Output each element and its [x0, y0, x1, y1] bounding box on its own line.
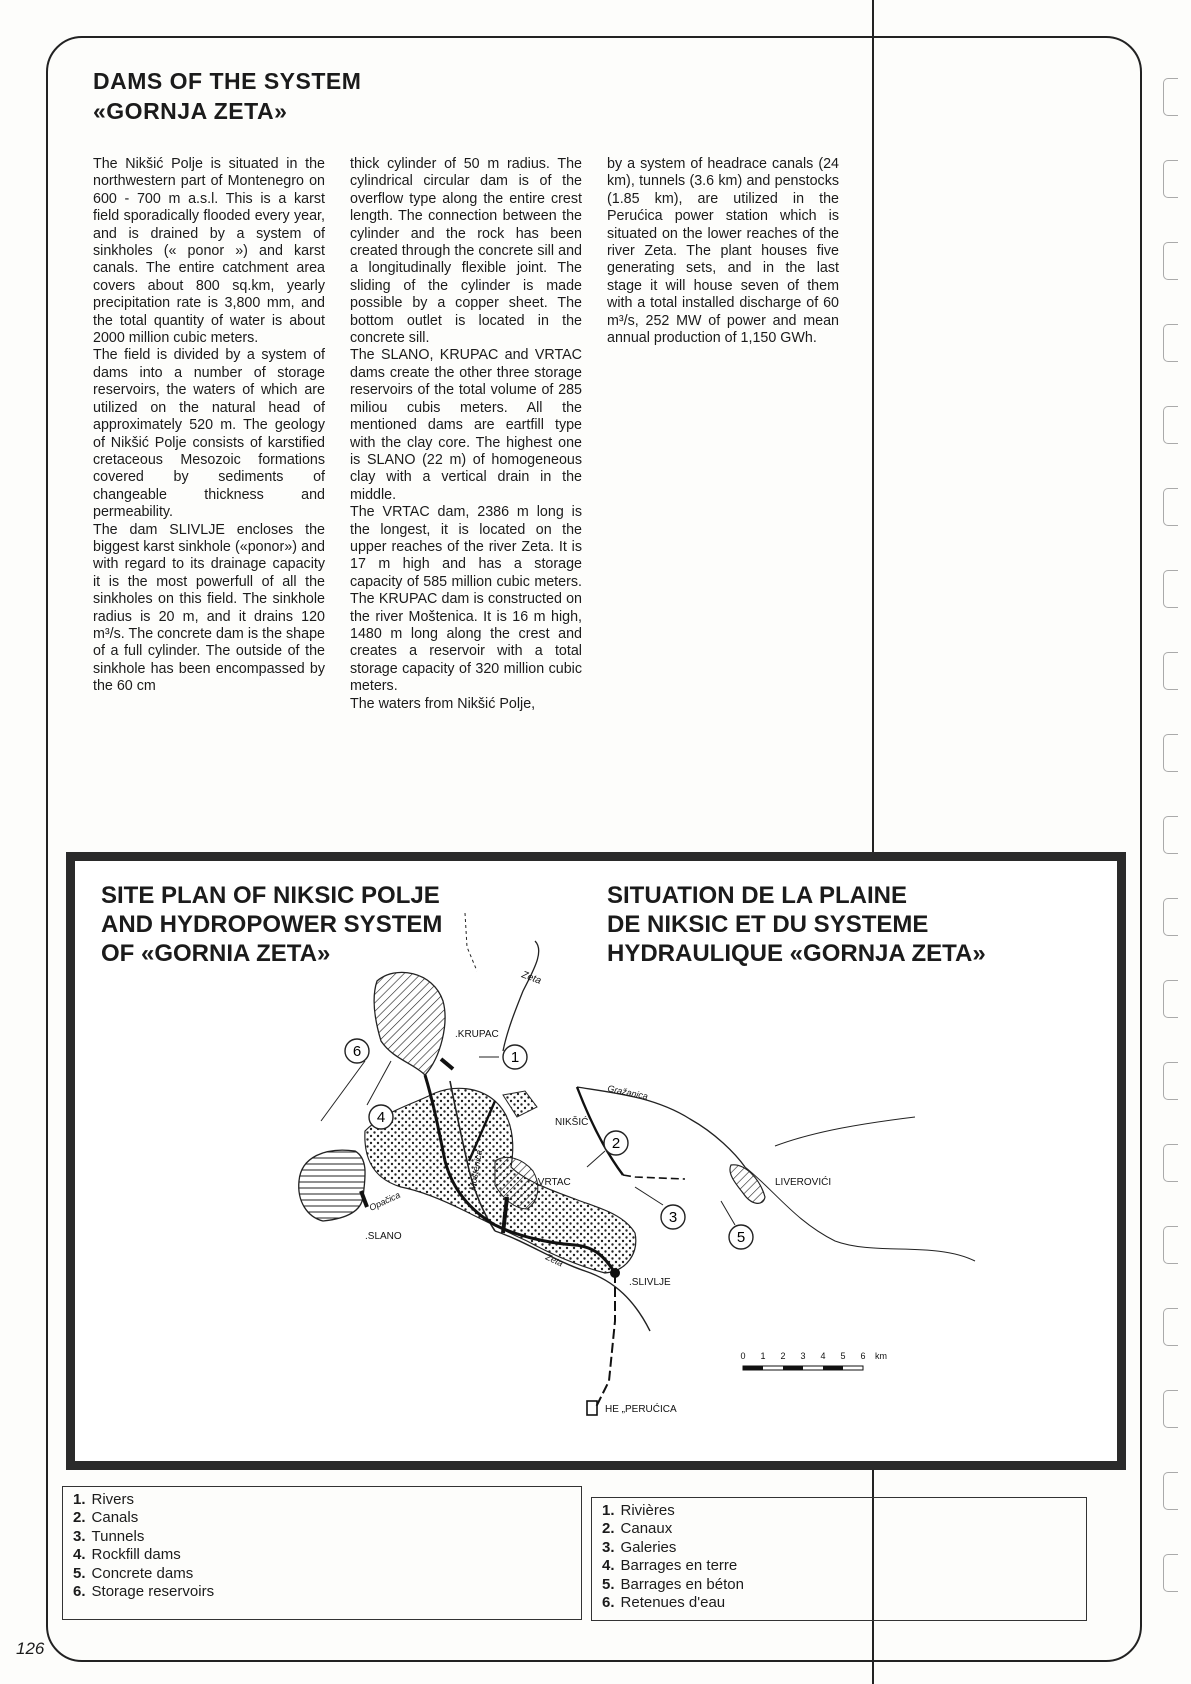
column-1-paragraph-1: The Nikšić Polje is situated in the northwestern part of Montenegro on 600 - 700 m a.s.l. This is a karst field sporadically flooded every year, and is drained by a system of sinkholes (« ponor ») and karst canals. The entire catchment area covers about 800 sq.km, yearly precipitation rate is 3,800 mm, and the total quantity of water is about 2000 million cubic meters. — [93, 156, 325, 347]
legend-en-item — [73, 1546, 573, 1564]
svg-text:4: 4 — [376, 1109, 386, 1126]
legend-fr-item — [602, 1576, 1078, 1594]
text-column-3 — [607, 156, 839, 347]
page-title — [93, 66, 361, 126]
legend-text: Rivières — [620, 1502, 675, 1519]
legend-text: Galeries — [620, 1538, 677, 1556]
column-2-paragraph-2: The SLANO, KRUPAC and VRTAC dams create the other three storage reservoirs of the total volume of 285 miliou cubis meters. All the mentioned dams are eartfill type with the clay core. The highest one is SLANO (22 m) of homogeneous clay with a vertical drain in the middle. — [350, 347, 582, 503]
svg-text:6: 6 — [352, 1043, 362, 1060]
legend-number: 3. — [73, 1527, 86, 1545]
river-upper — [465, 913, 477, 971]
legend-en-item — [73, 1583, 573, 1601]
legend-number: 1. — [602, 1502, 615, 1519]
legend-en-item — [73, 1528, 573, 1546]
column-2-paragraph-3: The VRTAC dam, 2386 m long is the longest, it is located on the upper reaches of the river Zeta. It is 17 m high and has a storage capacity of 585 million cubic meters. The KRUPAC dam is constructed on the river Moštenica. It is 16 m high, 1480 m long along the crest and creates a reservoir with a total storage capacity of 320 million cubic meters. — [350, 504, 582, 695]
legend-number: 2. — [73, 1509, 86, 1527]
legend-text: Rivers — [91, 1491, 135, 1508]
legend-fr-item — [602, 1502, 1078, 1520]
legend-french — [591, 1497, 1087, 1621]
legend-text: Barrages en béton — [620, 1575, 744, 1593]
legend-fr-item — [602, 1520, 1078, 1538]
svg-text:2: 2 — [611, 1135, 621, 1152]
svg-text:1: 1 — [760, 1351, 766, 1361]
map-title-en: SITE PLAN OF NIKSIC POLJE AND HYDROPOWER SYSTEM OF «GORNIA ZETA» — [101, 882, 443, 967]
dam-slivlje — [610, 1268, 620, 1278]
label-opacica: Opačica — [367, 1189, 402, 1213]
svg-text:5: 5 — [736, 1229, 746, 1246]
river-grazanica — [577, 1087, 745, 1167]
svg-text:6: 6 — [860, 1351, 866, 1361]
label-niksic: NIKŠIĆ — [555, 1117, 589, 1128]
legend-text: Storage reservoirs — [91, 1583, 215, 1601]
legend-text: Canaux — [620, 1520, 673, 1538]
legend-text: Rockfill dams — [91, 1546, 181, 1564]
label-liverovici: LIVEROVIĆI — [775, 1177, 832, 1188]
river-zeta-north — [503, 941, 539, 1051]
column-3-paragraph-1: by a system of headrace canals (24 km), tunnels (3.6 km) and penstocks (1.85 km), are utilized in the Perućica power station which is situated on the lower reaches of the river Zeta. The plant houses five generating sets, and in the last stage it will house seven of them with a total installed discharge of 60 m³/s, 252 MW of power and mean annual production of 1,150 GWh. — [607, 156, 839, 347]
column-2-paragraph-4: The waters from Nikšić Polje, — [350, 695, 536, 712]
legend-number: 5. — [602, 1575, 615, 1593]
marker-4-circle — [369, 1105, 393, 1129]
marker-2-circle — [604, 1131, 628, 1155]
tunnel-to-peručica — [595, 1273, 615, 1409]
legend-number: 2. — [602, 1520, 615, 1538]
legend-number: 6. — [602, 1594, 615, 1612]
scale-bar — [740, 1351, 887, 1370]
label-perucica: HE „PERUĆICA — [605, 1404, 677, 1415]
svg-text:1: 1 — [510, 1049, 520, 1066]
text-column-2 — [350, 156, 582, 713]
legend-english — [62, 1486, 582, 1620]
plant-peručica — [587, 1401, 597, 1415]
label-zeta-north: Zeta — [519, 969, 543, 987]
site-plan-map — [66, 852, 1126, 1470]
legend-en-item — [73, 1509, 573, 1527]
marker-1-circle — [503, 1045, 527, 1069]
legend-fr-item — [602, 1557, 1078, 1575]
marker-3-circle — [661, 1205, 685, 1229]
legend-number: 6. — [73, 1583, 86, 1601]
polje-niksic — [503, 1091, 537, 1117]
svg-text:3: 3 — [800, 1351, 806, 1361]
reservoir-krupac — [374, 972, 445, 1075]
legend-number: 4. — [73, 1546, 86, 1564]
legend-number: 3. — [602, 1538, 615, 1556]
label-grazanica: Gražanica — [606, 1083, 649, 1102]
dam-slano — [361, 1191, 367, 1207]
column-1-paragraph-3: The dam SLIVLJE encloses the biggest karst sinkhole («ponor») and with regard to its drainage capacity it is the most powerfull of all the sinkholes on this field. The sinkhole radius is 20 m, and it drains 120 m³/s. The concrete dam is the shape of a full cylinder. The outside of the sinkhole has been encompassed by the 60 cm — [93, 521, 325, 695]
legend-text: Concrete dams — [91, 1564, 194, 1582]
label-slivlje: .SLIVLJE — [629, 1277, 671, 1288]
label-vrtac: .VRTAC — [535, 1177, 571, 1188]
legend-fr-item — [602, 1539, 1078, 1557]
legend-number: 1. — [73, 1491, 86, 1508]
legend-text: Barrages en terre — [620, 1557, 738, 1575]
legend-en-item — [73, 1491, 573, 1509]
legend-en-item — [73, 1565, 573, 1583]
legend-fr-item — [602, 1594, 1078, 1612]
label-mostenica: Moštenica — [467, 1149, 485, 1192]
page-number: 126 — [16, 1639, 45, 1658]
column-2-paragraph-1: thick cylinder of 50 m radius. The cylindrical circular dam is of the overflow type along the entire crest length. The connection between the cylinder and the rock has been created through the concrete sill and a longitudinally flexible joint. The sliding of the cylinder is made possible by a copper sheet. The bottom outlet is located in the concrete sill. — [350, 156, 582, 347]
title-line-2: «GORNJA ZETA» — [93, 98, 288, 124]
svg-text:5: 5 — [840, 1351, 846, 1361]
map-title-fr: SITUATION DE LA PLAINE DE NIKSIC ET DU SYSTEME HYDRAULIQUE «GORNJA ZETA» — [607, 882, 986, 967]
marker-6-circle — [345, 1039, 369, 1063]
label-krupac: .KRUPAC — [455, 1029, 499, 1040]
svg-text:km: km — [875, 1351, 887, 1361]
label-zeta-south: Zeta — [544, 1251, 565, 1269]
svg-text:3: 3 — [668, 1209, 678, 1226]
dam-krupac — [441, 1059, 453, 1069]
svg-text:4: 4 — [820, 1351, 826, 1361]
binder-rings — [1163, 78, 1181, 1636]
svg-text:0: 0 — [740, 1351, 746, 1361]
column-1-paragraph-2: The field is divided by a system of dams into a number of storage reservoirs, the waters of which are utilized on the natural head of approximately 520 m. The geology of Nikšić Polje consists of karstified cretaceous Mesozoic formations covered by sediments of changeable thickness and permeability. — [93, 347, 325, 521]
legend-text: Canals — [91, 1509, 139, 1527]
legend-number: 4. — [602, 1557, 615, 1575]
legend-text: Tunnels — [91, 1527, 145, 1545]
tunnel-3 — [623, 1175, 685, 1179]
text-column-1 — [93, 156, 325, 696]
svg-text:2: 2 — [780, 1351, 786, 1361]
marker-5-circle — [729, 1225, 753, 1249]
reservoir-liverovici — [730, 1165, 765, 1204]
legend-number: 5. — [73, 1564, 86, 1582]
reservoir-slano — [299, 1150, 365, 1221]
river-tributary-ne — [775, 1117, 915, 1146]
legend-text: Retenues d'eau — [620, 1594, 726, 1612]
title-line-1: DAMS OF THE SYSTEM — [93, 68, 362, 94]
map-drawing — [75, 861, 1117, 1461]
label-slano: .SLANO — [365, 1231, 402, 1242]
